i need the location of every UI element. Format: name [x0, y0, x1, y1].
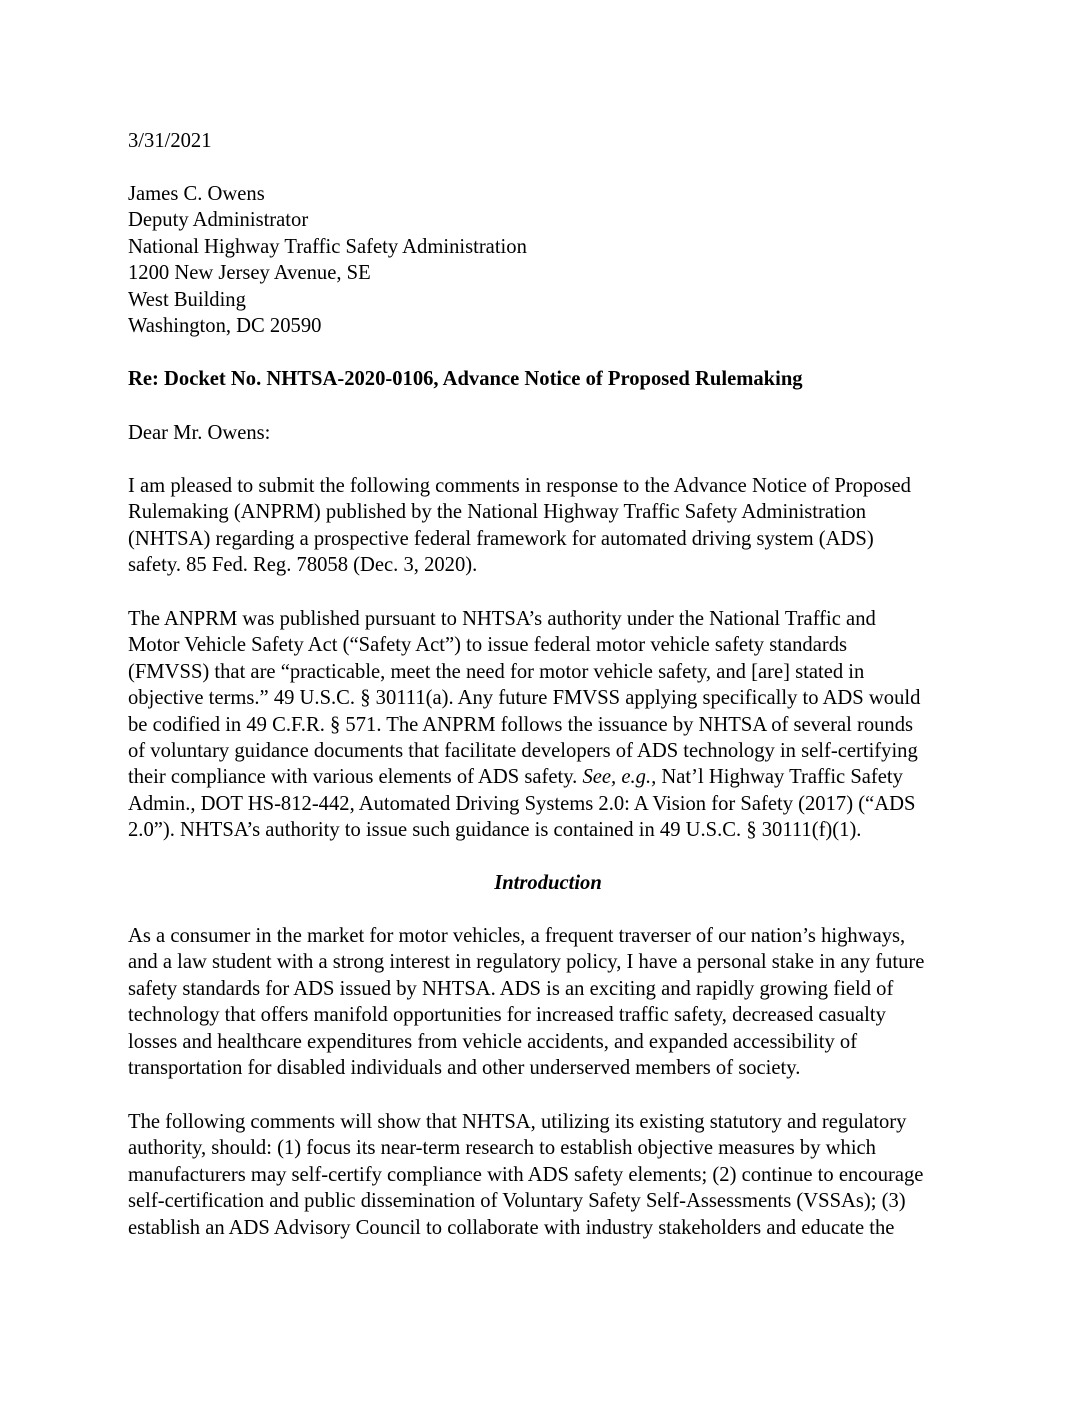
paragraph-line: be codified in 49 C.F.R. § 571. The ANPRM follows the issuance by NHTSA of several rounds — [128, 713, 914, 736]
citation-signal: See, e.g., — [582, 766, 657, 789]
paragraph-line: 2.0”). NHTSA’s authority to issue such guidance is contained in 49 U.S.C. § 30111(f)(1). — [128, 819, 862, 842]
paragraph-line — [128, 764, 968, 790]
paragraph-line: safety standards for ADS issued by NHTSA. ADS is an exciting and rapidly growing field of — [128, 977, 894, 1000]
paragraph-1 — [128, 473, 968, 579]
recipient-building: West Building — [128, 288, 246, 311]
paragraph-line: technology that offers manifold opportunities for increased traffic safety, decreased casualty — [128, 1004, 886, 1027]
recipient-city: Washington, DC 20590 — [128, 314, 322, 337]
paragraph-line: losses and healthcare expenditures from vehicle accidents, and expanded accessibility of — [128, 1030, 858, 1053]
re-line: Re: Docket No. NHTSA-2020-0106, Advance Notice of Proposed Rulemaking — [128, 368, 803, 390]
paragraph-3 — [128, 923, 968, 1081]
paragraph-line: (FMVSS) that are “practicable, meet the need for motor vehicle safety, and [are] stated in — [128, 660, 865, 683]
paragraph-line: transportation for disabled individuals and other underserved members of society. — [128, 1056, 801, 1079]
paragraph-line: safety. 85 Fed. Reg. 78058 (Dec. 3, 2020). — [128, 554, 478, 577]
paragraph-2 — [128, 606, 968, 844]
paragraph-line: I am pleased to submit the following comments in response to the Advance Notice of Proposed — [128, 475, 911, 497]
paragraph-line: objective terms.” 49 U.S.C. § 30111(a). Any future FMVSS applying specifically to ADS would — [128, 687, 921, 710]
line-text: their compliance with various elements of ADS safety. — [128, 766, 583, 789]
letter-date: 3/31/2021 — [128, 130, 212, 152]
paragraph-line: establish an ADS Advisory Council to collaborate with industry stakeholders and educate the — [128, 1216, 895, 1239]
paragraph-4 — [128, 1109, 968, 1241]
paragraph-line: of voluntary guidance documents that facilitate developers of ADS technology in self-certifying — [128, 739, 918, 762]
paragraph-line: As a consumer in the market for motor vehicles, a frequent traverser of our nation’s highways, — [128, 925, 906, 947]
paragraph-line: self-certification and public dissemination of Voluntary Safety Self-Assessments (VSSAs); (3) — [128, 1190, 906, 1213]
salutation: Dear Mr. Owens: — [128, 422, 271, 444]
recipient-title: Deputy Administrator — [128, 209, 309, 232]
paragraph-line: Rulemaking (ANPRM) published by the National Highway Traffic Safety Administration — [128, 501, 867, 524]
recipient-address — [128, 181, 968, 339]
paragraph-line: Admin., DOT HS-812-442, Automated Driving Systems 2.0: A Vision for Safety (2017) (“ADS — [128, 792, 916, 815]
paragraph-line: manufacturers may self-certify compliance with ADS safety elements; (2) continue to encourage — [128, 1163, 924, 1186]
paragraph-line: and a law student with a strong interest in regulatory policy, I have a personal stake in any future — [128, 951, 925, 974]
line-text: Nat’l Highway Traffic Safety — [656, 766, 903, 789]
recipient-organization: National Highway Traffic Safety Administration — [128, 235, 527, 258]
paragraph-line: Motor Vehicle Safety Act (“Safety Act”) to issue federal motor vehicle safety standards — [128, 634, 848, 657]
paragraph-line: (NHTSA) regarding a prospective federal framework for automated driving system (ADS) — [128, 527, 874, 550]
paragraph-line: authority, should: (1) focus its near-term research to establish objective measures by which — [128, 1137, 876, 1160]
section-heading: Introduction — [494, 872, 602, 894]
paragraph-line: The ANPRM was published pursuant to NHTSA’s authority under the National Traffic and — [128, 608, 876, 630]
paragraph-line: The following comments will show that NHTSA, utilizing its existing statutory and regulatory — [128, 1111, 907, 1133]
recipient-street: 1200 New Jersey Avenue, SE — [128, 262, 371, 285]
recipient-name: James C. Owens — [128, 183, 265, 205]
